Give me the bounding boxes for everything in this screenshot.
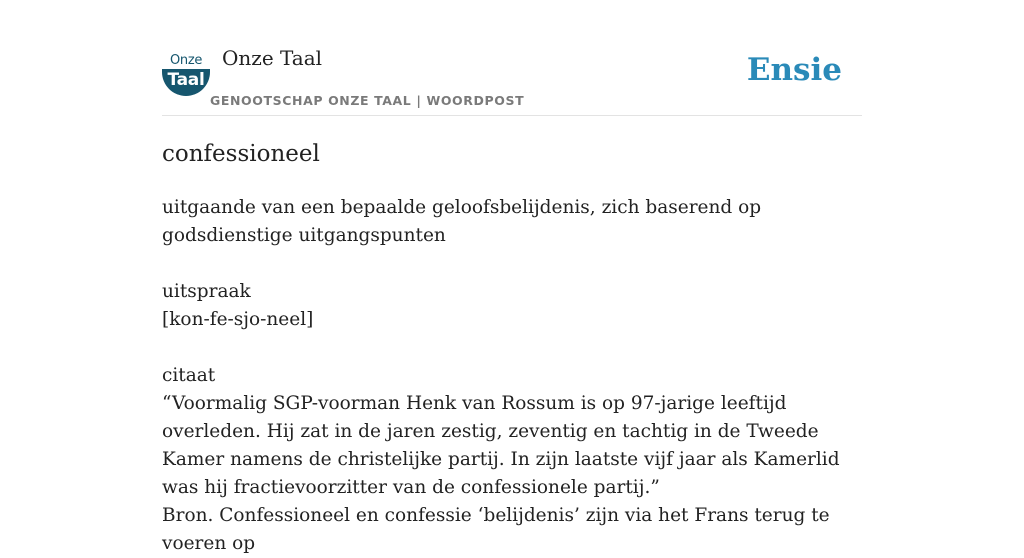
onze-taal-logo[interactable] [162,52,210,96]
site-name[interactable]: Onze Taal [222,46,323,70]
logo-text-taal: Taal [167,70,205,90]
logo-text-onze: Onze [169,53,203,68]
entry-content [162,138,872,558]
entry-headword: confessioneel [162,141,320,167]
ensie-brand-link[interactable]: Ensie [746,52,842,88]
quote-text: “Voormalig SGP-voorman Henk van Rossum is op 97-jarige leeftijd overleden. Hij zat in de jaren zestig, zeventig en tachtig in de Tweede Kamer namens de christelijke partij. In zijn laatste vijf jaar als Kamerlid was hij fractievoorzitter van de confessionele partij.” [162,393,840,498]
pronunciation-value: [kon-fe-sjo-neel] [162,309,314,330]
quote-label: citaat [162,365,216,386]
page-header [162,0,862,116]
source-text: Bron. Confessioneel en confessie ‘belijdenis’ zijn via het Frans terug te voeren op [162,505,830,554]
header-divider [162,115,862,116]
entry-definition: uitgaande van een bepaalde geloofsbelijdenis, zich baserend op godsdienstige uitgangspunten [162,197,762,246]
pronunciation-label: uitspraak [162,281,251,302]
site-subtitle: GENOOTSCHAP ONZE TAAL | WOORDPOST [210,93,525,108]
